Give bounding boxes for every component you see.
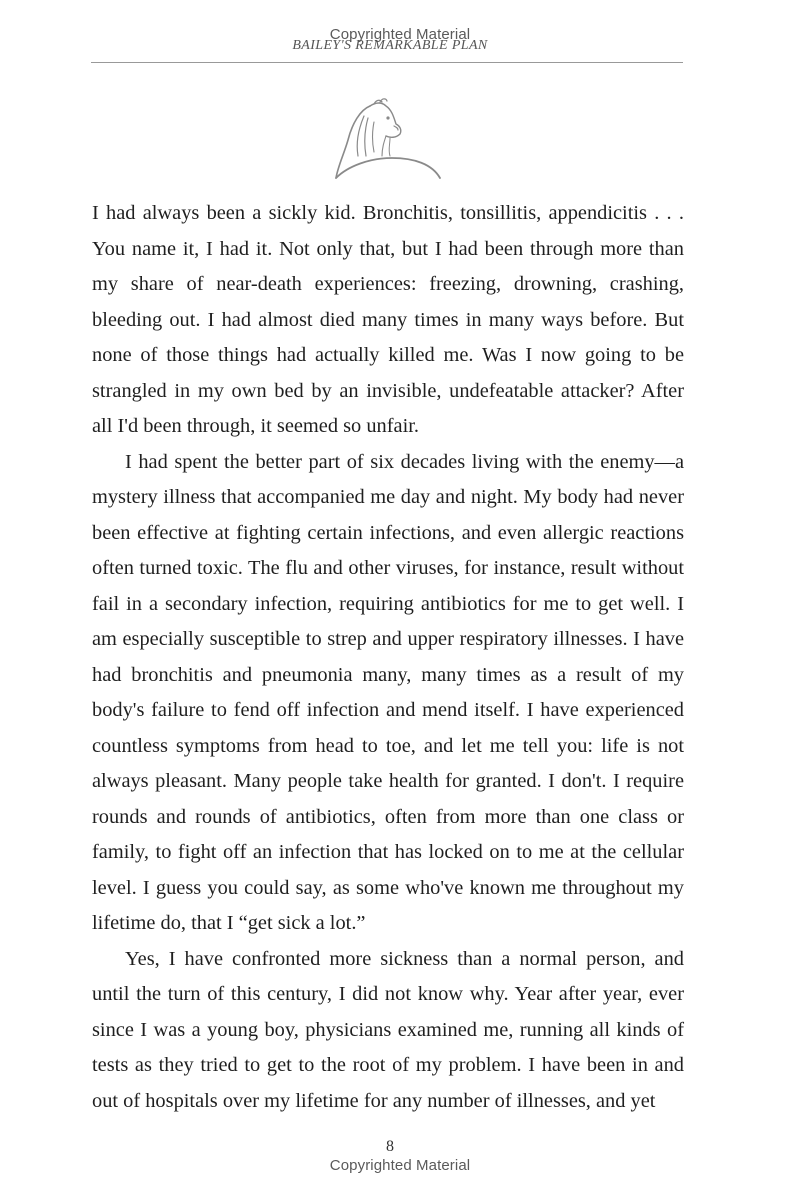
running-header-title: BAILEY'S REMARKABLE PLAN — [292, 38, 488, 53]
page-number: 8 — [386, 1138, 394, 1155]
header-rule — [91, 62, 683, 63]
paragraph-2: I had spent the better part of six decades living with the enemy—a mystery illness that accompanied me day and night. My body had never been effective at fighting certain infections, and even allergic reactions often turned toxic. The flu and other viruses, for instance, result without fail in a secondary infection, requiring antibiotics for me to get well. I am especially susceptible to strep and upper respiratory illnesses. I have had bronchitis and pneumonia many, many times as a result of my body's failure to fend off infection and mend itself. I have experienced countless symptoms from head to toe, and let me tell you: life is not always pleasant. Many people take health for granted. I don't. I require rounds and rounds of antibiotics, often from more than one class or family, to fight off an infection that has locked on to me at the cellular level. I guess you could say, as some who've known me throughout my lifetime do, that I “get sick a lot.” — [92, 450, 684, 934]
copyright-watermark-bottom: Copyrighted Material — [329, 1157, 471, 1174]
body-text — [92, 196, 684, 1119]
dog-silhouette-icon — [330, 96, 446, 188]
paragraph-1: I had always been a sickly kid. Bronchitis, tonsillitis, appendicitis . . . You name it, I had it. Not only that, but I had been through more than my share of near-death experiences: freezing, drowning, crashing, bleeding out. I had almost died many times in many ways before. But none of those things had actually killed me. Was I now going to be strangled in my own bed by an invisible, undefeatable attacker? After all I'd been through, it seemed so unfair. — [92, 202, 684, 437]
copyright-watermark-top: Copyrighted Material — [329, 26, 471, 43]
paragraph-3: Yes, I have confronted more sickness than a normal person, and until the turn of this century, I did not know why. Year after year, ever since I was a young boy, physicians examined me, running all kinds of tests as they tried to get to the root of my problem. I have been in and out of hospitals over my lifetime for any number of illnesses, and yet — [92, 947, 684, 1112]
